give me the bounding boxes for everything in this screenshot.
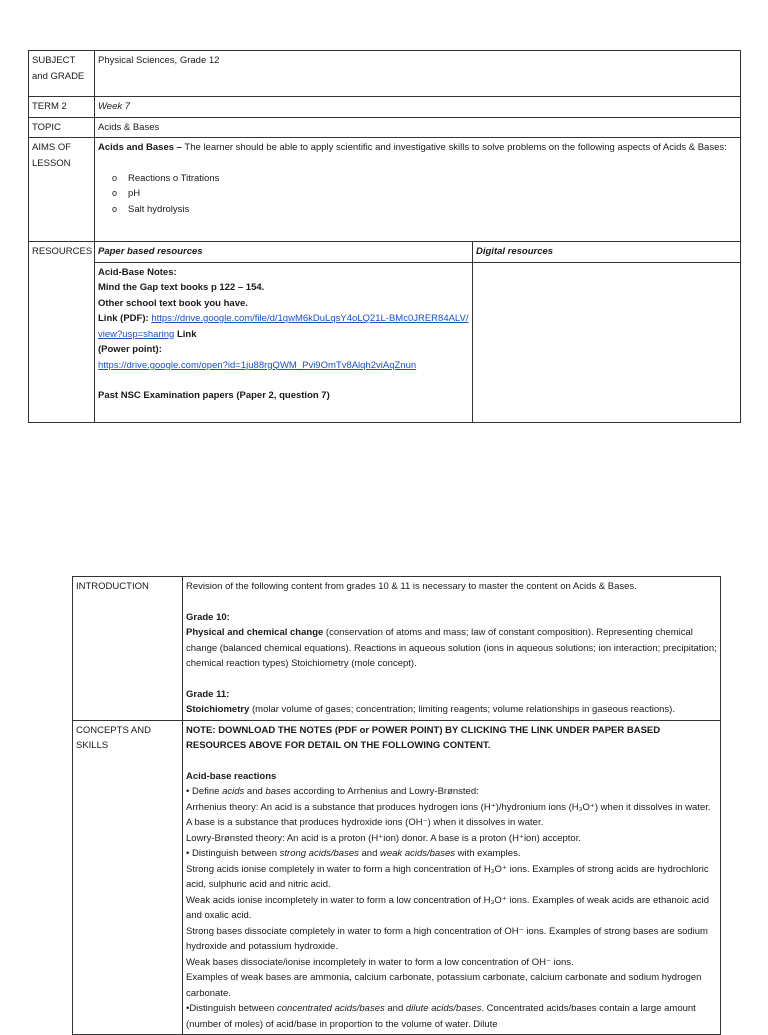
power-point-link[interactable]: https://drive.google.com/open?id=1ju88rgQWM_Pvi9OmTv8Alqh2viAqZnun: [98, 359, 417, 371]
lowry-text: Lowry-Brønsted theory: An acid is a proton (H⁺ion) donor. A base is a proton (H⁺ion) acceptor.: [186, 832, 581, 844]
lesson-info-table: [28, 50, 741, 423]
topic-value: Acids & Bases: [95, 117, 741, 138]
term-label: TERM 2: [29, 97, 95, 118]
introduction-cell: [183, 577, 721, 721]
weak-bases-text: Weak bases dissociate/ionise incompletely in water to form a low concentration of OH⁻ ions.: [186, 956, 574, 968]
distinguish-line: [186, 846, 717, 862]
grade10-bold: Physical and chemical change: [186, 627, 324, 638]
distinguish-strong: strong acids/bases: [279, 848, 359, 859]
pdf-link[interactable]: https://drive.google.com/file/d/1qwM6kDuLqsY4oLQ21L-BMc0JRER84ALV/view?usp=sharing: [98, 313, 469, 340]
paper-resources-cell: [95, 262, 473, 422]
conc-concentrated: concentrated acids/bases: [277, 1003, 385, 1014]
grade10-title: Grade 10:: [186, 611, 230, 623]
mind-the-gap: Mind the Gap text books p 122 – 154.: [98, 282, 265, 293]
introduction-label: INTRODUCTION: [73, 577, 183, 721]
subject-value: Physical Sciences, Grade 12: [95, 51, 741, 97]
aims-label: AIMS OF LESSON: [29, 138, 95, 242]
concepts-label: CONCEPTS AND SKILLS: [73, 720, 183, 1035]
concentration-line: [186, 1001, 717, 1032]
resources-label: RESOURCES: [29, 242, 95, 423]
distinguish-post: with examples.: [454, 848, 521, 859]
distinguish-pre: • Distinguish between: [186, 848, 280, 859]
aims-bold: Acids and Bases –: [98, 142, 182, 153]
arrhenius-text: Arrhenius theory: An acid is a substance that produces hydrogen ions (H⁺)/hydronium ions (H₃O⁺) when it dissolves in water. A base is a substance that produces hydroxide ions (OH⁻) when it dissolves in water.: [186, 801, 711, 828]
aims-text: The learner should be able to apply scientific and investigative skills to solve problems on the following aspects of Acids & Bases:: [181, 142, 727, 153]
conc-dilute: dilute acids/bases: [405, 1003, 482, 1014]
power-point-label: (Power point):: [98, 344, 162, 355]
past-papers: Past NSC Examination papers (Paper 2, question 7): [98, 390, 330, 401]
grade11-title: Grade 11:: [186, 688, 230, 700]
topic-label: TOPIC: [29, 117, 95, 138]
paper-resources-header: Paper based resources: [95, 242, 473, 263]
digital-resources-header: Digital resources: [473, 242, 741, 263]
define-pre: • Define: [186, 786, 223, 797]
strong-acids-text: Strong acids ionise completely in water to form a high concentration of H₃O⁺ ions. Examples of strong acids are hydrochloric acid, sulphuric acid and nitric acid.: [186, 863, 709, 890]
define-acids: acids: [222, 786, 245, 797]
define-line: [186, 784, 717, 800]
strong-bases-text: Strong bases dissociate completely in water to form a high concentration of OH⁻ ions. Examples of strong bases are sodium hydroxide and potassium hydroxide.: [186, 925, 708, 952]
list-item: o Salt hydrolysis: [112, 202, 737, 218]
conc-post: . Concentrated acids/bases contain a large amount (number of moles) of acid/base in proportion to the volume of water. Dilute: [186, 1003, 696, 1030]
distinguish-and: and: [358, 848, 380, 859]
term-value: Week 7: [95, 97, 741, 118]
conc-pre: •Distinguish between: [186, 1003, 277, 1014]
pdf-link-label: Link (PDF):: [98, 313, 149, 324]
aims-cell: [95, 138, 741, 242]
distinguish-weak: weak acids/bases: [380, 848, 455, 859]
list-item: o Reactions o Titrations: [112, 171, 737, 187]
weak-acids-text: Weak acids ionise incompletely in water to form a low concentration of H₃O⁺ ions. Examples of weak acids are ethanoic acid and oxalic acid.: [186, 894, 710, 921]
grade11-bold: Stoichiometry: [186, 704, 250, 715]
digital-resources-cell: [473, 262, 741, 422]
download-note: NOTE: DOWNLOAD THE NOTES (PDF or POWER POINT) BY CLICKING THE LINK UNDER PAPER BASED RESOURCES ABOVE FOR DETAIL ON THE FOLLOWING CONTENT.: [186, 724, 661, 751]
notes-title: Acid-Base Notes:: [98, 266, 177, 278]
concepts-cell: [183, 720, 721, 1035]
aims-list: [98, 171, 737, 218]
define-and: and: [244, 786, 266, 797]
grade11-text: (molar volume of gases; concentration; limiting reagents; volume relationships in gaseous reactions).: [249, 704, 675, 715]
list-item: o pH: [112, 186, 737, 202]
intro-text: Revision of the following content from grades 10 & 11 is necessary to master the content on Acids & Bases.: [186, 581, 637, 592]
other-books: Other school text book you have.: [98, 297, 248, 309]
weak-bases-examples: Examples of weak bases are ammonia, calcium carbonate, potassium carbonate, calcium carbonate and sodium hydrogen carbonate.: [186, 972, 702, 999]
acid-base-title: Acid-base reactions: [186, 770, 277, 782]
subject-label: SUBJECT and GRADE: [29, 51, 95, 97]
define-bases: bases: [265, 786, 291, 797]
define-post: according to Arrhenius and Lowry-Brønsted:: [290, 786, 479, 797]
link-word: Link: [176, 328, 197, 340]
conc-and: and: [384, 1003, 406, 1014]
lesson-content-table: [72, 576, 721, 1035]
grade10-text: (conservation of atoms and mass; law of constant composition). Representing chemical change (balanced chemical equations). Reactions in aqueous solution (ions in aqueous solutions; ion interaction; precipitation; chemical reaction types) Stoichiometry (mole concept).: [186, 627, 717, 669]
